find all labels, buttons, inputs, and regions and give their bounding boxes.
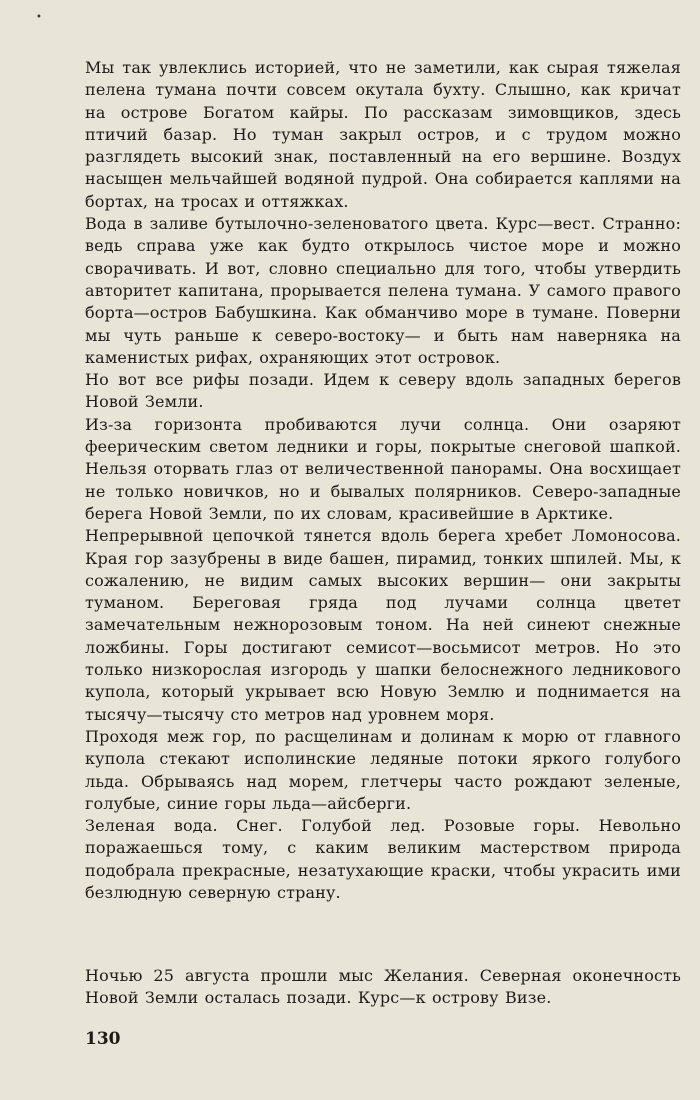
page-number: 130 xyxy=(85,1029,121,1049)
paragraph-6: Проходя меж гор, по расщелинам и долинам к морю от главного купола стекают исполинские ледяные потоки яркого голубого льда. Обрываясь над морем, глетчеры часто рождают зеленые, голубые, синие горы льда—айсберги. xyxy=(85,726,681,813)
paragraph-5: Непрерывной цепочкой тянется вдоль берега хребет Ломоносова. Края гор зазубрены в виде башен, пирамид, тонких шпилей. Мы, к сожалению, не видим самых высоких вершин— они закрыты туманом. Береговая гряда под лучами солнца цветет замечательным нежнорозовым тоном. На ней синеют снежные ложбины. Горы достигают семисот—восьмисот метров. Но это только низкорослая изгородь у шапки белоснежного ледникового купола, который укрывает всю Новую Землю и поднимается на тысячу—тысячу сто метров над уровнем моря. xyxy=(85,526,681,724)
paragraph-1: Мы так увлеклись историей, что не заметили, как сырая тяжелая пелена тумана почти совсем окутала бухту. Слышно, как кричат на острове Богатом кайры. По рассказам зимовщиков, здесь птичий базар. Но туман закрыл остров, и с трудом можно разглядеть высокий знак, поставленный на его вершине. Воздух насыщен мельчайшей водяной пудрой. Она собирается каплями на бортах, на тросах и оттяжках. xyxy=(85,58,681,211)
main-text xyxy=(85,57,681,904)
paragraph-2: Вода в заливе бутылочно-зеленоватого цвета. Курс—вест. Странно: ведь справа уже как будто открылось чистое море и можно сворачивать. И вот, словно специально для того, чтобы утвердить авторитет капитана, прорывается пелена тумана. У самого правого борта—остров Бабушкина. Как обманчиво море в тумане. Поверни мы чуть раньше к северо-востоку— и быть нам наверняка на каменистых рифах, охраняющих этот островок. xyxy=(85,214,681,367)
paragraph-3: Но вот все рифы позади. Идем к северу вдоль западных берегов Новой Земли. xyxy=(85,370,681,412)
final-text xyxy=(85,965,681,1010)
paragraph-7: Зеленая вода. Снег. Голубой лед. Розовые горы. Невольно поражаешься тому, с каким великим мастерством природа подобрала прекрасные, незатухающие краски, чтобы украсить ими безлюдную северную страну. xyxy=(85,816,681,902)
final-paragraph: Ночью 25 августа прошли мыс Желания. Северная оконечность Новой Земли осталась позади. Курс—к острову Визе. xyxy=(85,966,681,1008)
paragraph-4: Из-за горизонта пробиваются лучи солнца. Они озаряют феерическим светом ледники и горы, покрытые снеговой шапкой. Нельзя оторвать глаз от величественной панорамы. Она восхищает не только новичков, но и бывалых полярников. Северо-западные берега Новой Земли, по их словам, красивейшие в Арктике. xyxy=(85,414,681,523)
corner-mark: • xyxy=(36,12,42,23)
